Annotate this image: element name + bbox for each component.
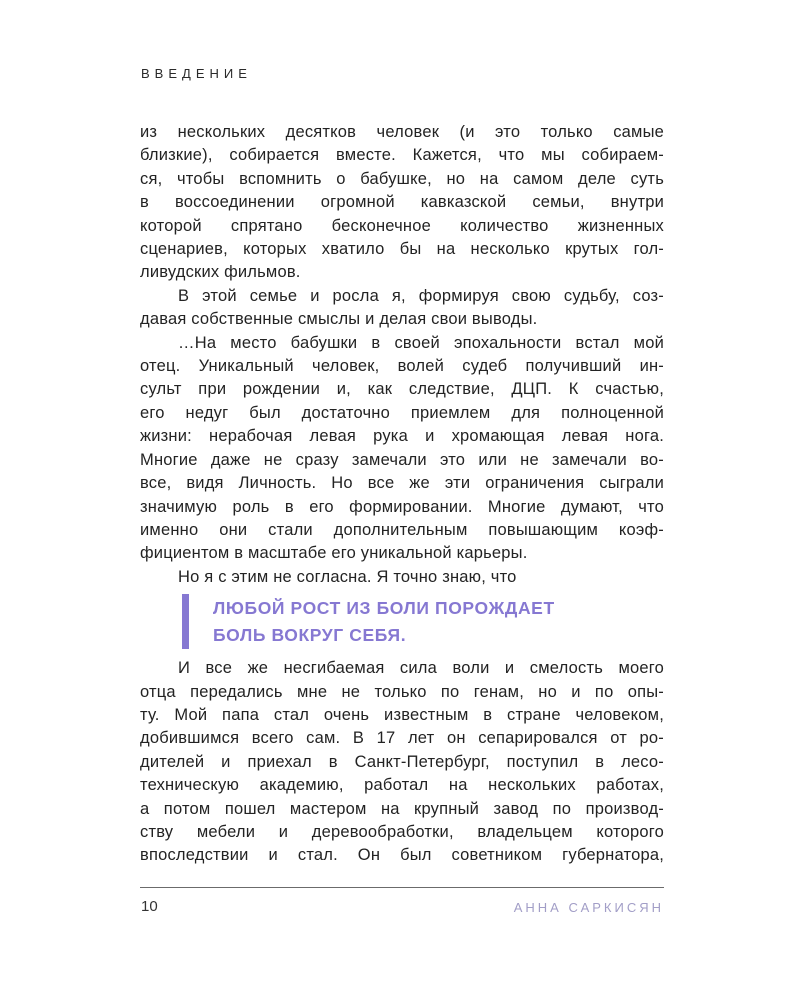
text-line: сульт при рождении и, как следствие, ДЦП. К счастью, [140,380,664,399]
text-line: в воссоединении огромной кавказской семьи, внутри [140,193,664,212]
text-line: добившимся всего сам. В 17 лет он сепарировался от ро- [140,729,664,748]
page-number: 10 [141,898,158,915]
text-line: Но я с этим не согласна. Я точно знаю, что [178,567,517,586]
text-line: фициентом в масштабе его уникальной карьеры. [140,544,528,563]
text-line: дителей и приехал в Санкт-Петербург, поступил в лесо- [140,752,664,771]
text-line: техническую академию, работал на нескольких работах, [140,776,664,795]
footer-divider [140,887,664,888]
text-line: ливудских фильмов. [140,263,301,282]
paragraph [140,121,664,285]
text-line: отец. Уникальный человек, волей судеб получивший ин- [140,357,664,376]
quote-block [182,594,664,649]
text-line: И все же несгибаемая сила воли и смелость моего [178,659,664,678]
text-line: все, видя Личность. Но все же эти ограничения сыграли [140,474,664,493]
paragraph [140,332,664,566]
text-line: впоследствии и стал. Он был советником губернатора, [140,846,664,865]
text-line: …На место бабушки в своей эпохальности встал мой [178,333,664,352]
text-line: которой спрятано бесконечное количество жизненных [140,216,664,235]
text-line: ся, чтобы вспомнить о бабушке, но на самом деле суть [140,169,664,188]
text-line: жизни: нерабочая левая рука и хромающая левая нога. [140,427,664,446]
quote-line: БОЛЬ ВОКРУГ СЕБЯ. [213,625,407,646]
text-line: В этой семье и росла я, формируя свою судьбу, соз- [178,286,664,305]
author-name: АННА САРКИСЯН [513,900,664,915]
text-line: ту. Мой папа стал очень известным в стране человеком, [140,705,664,724]
quote-line: ЛЮБОЙ РОСТ ИЗ БОЛИ ПОРОЖДАЕТ [213,598,555,619]
text-line: давая собственные смыслы и делая свои выводы. [140,310,538,329]
text-line: Многие даже не сразу замечали это или не замечали во- [140,450,664,469]
body-text [140,121,664,868]
paragraph [140,285,664,332]
text-line: ству мебели и деревообработки, владельцем которого [140,822,664,841]
quote-text [213,594,555,649]
text-line: из нескольких десятков человек (и это только самые [140,123,664,141]
text-line: значимую роль в его формировании. Многие думают, что [140,497,664,516]
text-line: близкие), собирается вместе. Кажется, что мы собираем- [140,146,664,165]
paragraph [140,657,664,868]
text-line: отца передались мне не только по генам, но и по опы- [140,682,664,701]
text-line: его недуг был достаточно приемлем для полноценной [140,403,664,422]
text-line: именно они стали дополнительным повышающим коэф- [140,520,664,539]
quote-bar [182,594,189,649]
text-line: а потом пошел мастером на крупный завод по производ- [140,799,664,818]
paragraph [140,566,664,589]
chapter-header: ВВЕДЕНИЕ [141,66,252,81]
text-line: сценариев, которых хватило бы на несколько крутых гол- [140,240,664,259]
